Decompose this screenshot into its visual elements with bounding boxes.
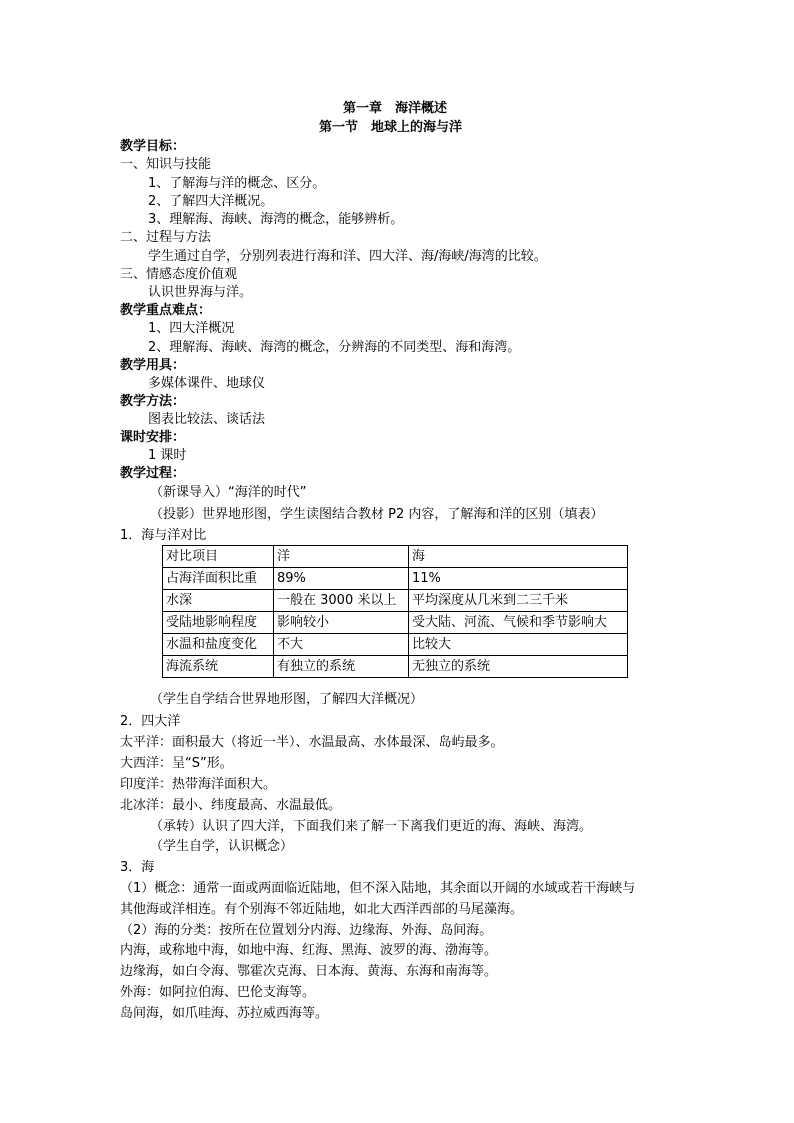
table-cell: 平均深度从几米到二三千米: [409, 590, 628, 612]
ocean-line: 北冰洋：最小、纬度最高、水温最低。: [120, 798, 342, 813]
knowledge-title: 一、知识与技能: [120, 157, 212, 172]
section-2-title: 2．四大洋: [120, 714, 181, 729]
key-point-item: 2、理解海、海峡、海湾的概念，分辨海的不同类型、海和海湾。: [148, 340, 521, 355]
intro-text: （新课导入）“海洋的时代”: [150, 485, 307, 500]
table-cell: 影响较小: [274, 612, 409, 634]
ocean-line: 印度洋：热带海洋面积大。: [120, 777, 277, 792]
table-row: [163, 656, 628, 678]
key-point-item: 1、四大洋概况: [148, 321, 235, 336]
table-row: [163, 590, 628, 612]
sea-type-line: 边缘海，如白令海、鄂霍次克海、日本海、黄海、东海和南海等。: [120, 964, 498, 979]
table-cell: 比较大: [409, 634, 628, 656]
table-cell: 占海洋面积比重: [163, 568, 274, 590]
tools-text: 多媒体课件、地球仪: [148, 376, 266, 391]
table-cell: 有独立的系统: [274, 656, 409, 678]
section-title: 第一节 地球上的海与洋: [319, 120, 463, 135]
projection-text: （投影）世界地形图，学生读图结合教材 P2 内容，了解海和洋的区别（填表）: [150, 507, 604, 522]
sea-type-line: 岛间海，如爪哇海、苏拉威西海等。: [120, 1006, 329, 1021]
table-header-row: [163, 546, 628, 568]
self-study-text: （学生自学结合世界地形图，了解四大洋概况）: [150, 692, 424, 707]
chapter-title: 第一章 海洋概述: [343, 101, 448, 116]
table-cell: 11%: [409, 568, 628, 590]
table-header-cell: 洋: [274, 546, 409, 568]
transition-text: （承转）认识了四大洋，下面我们来了解一下离我们更近的海、海峡、海湾。: [150, 819, 593, 834]
self-concept-text: （学生自学，认识概念）: [150, 839, 294, 854]
emotion-title: 三、情感态度价值观: [120, 267, 238, 282]
table-cell: 89%: [274, 568, 409, 590]
table-cell: 水温和盐度变化: [163, 634, 274, 656]
process-text: 学生通过自学，分别列表进行海和洋、四大洋、海/海峡/海湾的比较。: [148, 249, 547, 264]
ocean-line: 大西洋：呈“S”形。: [120, 756, 233, 771]
process-title: 二、过程与方法: [120, 230, 212, 245]
table-cell: 水深: [163, 590, 274, 612]
section-3-title: 3．海: [120, 860, 155, 875]
table-cell: 受陆地影响程度: [163, 612, 274, 634]
table-row: [163, 634, 628, 656]
table-header-cell: 对比项目: [163, 546, 274, 568]
table-cell: 受大陆、河流、气候和季节影响大: [409, 612, 628, 634]
schedule-label: 课时安排：: [120, 430, 186, 445]
table-row: [163, 568, 628, 590]
ocean-line: 太平洋：面积最大（将近一半）、水温最高、水体最深、岛屿最多。: [120, 735, 504, 750]
table-cell: 海流系统: [163, 656, 274, 678]
table-cell: 无独立的系统: [409, 656, 628, 678]
knowledge-item: 3、理解海、海峡、海湾的概念，能够辨析。: [148, 212, 404, 227]
table-cell: 一般在 3000 米以上: [274, 590, 409, 612]
methods-text: 图表比较法、谈话法: [148, 412, 266, 427]
concept-line: 其他海或洋相连。有个别海不邻近陆地，如北大西洋西部的马尾藻海。: [120, 902, 524, 917]
classify-line: （2）海的分类：按所在位置划分内海、边缘海、外海、岛间海。: [120, 923, 493, 938]
table-header-cell: 海: [409, 546, 628, 568]
table-row: [163, 612, 628, 634]
table-cell: 不大: [274, 634, 409, 656]
sea-type-line: 外海：如阿拉伯海、巴伦支海等。: [120, 985, 316, 1000]
tools-label: 教学用具：: [120, 358, 186, 373]
emotion-text: 认识世界海与洋。: [148, 285, 253, 300]
process-label: 教学过程：: [120, 466, 186, 481]
goals-label: 教学目标：: [120, 139, 186, 154]
knowledge-item: 2、了解四大洋概况。: [148, 194, 274, 209]
key-points-label: 教学重点难点：: [120, 303, 212, 318]
schedule-text: 1 课时: [148, 448, 187, 463]
sea-type-line: 内海，或称地中海，如地中海、红海、黑海、波罗的海、渤海等。: [120, 943, 498, 958]
section-1-title: 1．海与洋对比: [120, 528, 207, 543]
concept-line: （1）概念：通常一面或两面临近陆地，但不深入陆地，其余面以开阔的水域或若干海峡与: [120, 881, 636, 896]
methods-label: 教学方法：: [120, 394, 186, 409]
comparison-table: [162, 545, 628, 678]
knowledge-item: 1、了解海与洋的概念、区分。: [148, 176, 326, 191]
